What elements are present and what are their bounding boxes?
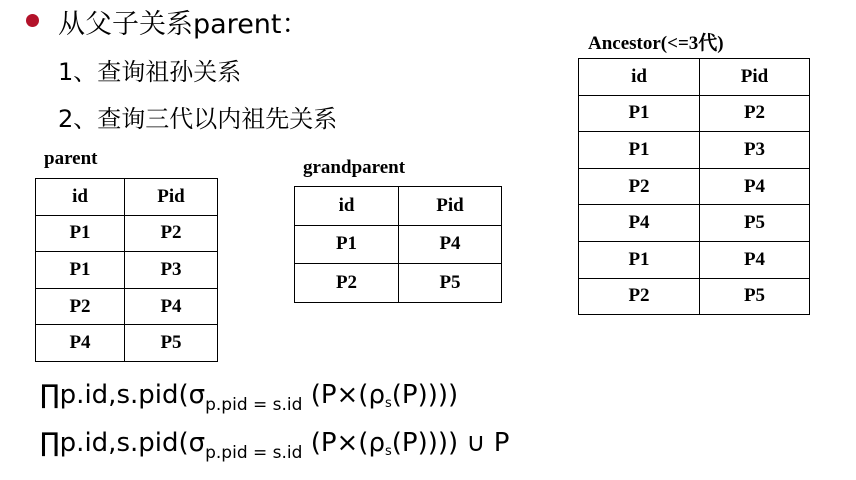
table-row <box>36 215 218 252</box>
table-row <box>579 278 810 315</box>
table-cell: P3 <box>125 252 218 289</box>
table-header-row <box>36 179 218 216</box>
table-cell: P5 <box>125 325 218 362</box>
ancestor-table <box>578 58 810 315</box>
sub-item-1: 1、查询祖孙关系 <box>58 58 242 86</box>
table-cell: P3 <box>700 132 810 169</box>
table-cell: P2 <box>125 215 218 252</box>
table-cell: P2 <box>36 288 125 325</box>
header-cell: id <box>36 179 125 216</box>
table-cell: P4 <box>700 241 810 278</box>
table-cell: P1 <box>579 132 700 169</box>
table-cell: P4 <box>700 168 810 205</box>
table-cell: P4 <box>579 205 700 242</box>
header-cell: Pid <box>700 59 810 96</box>
table-cell: P2 <box>700 95 810 132</box>
table-row <box>579 168 810 205</box>
formula-rho-subscript: s <box>384 396 392 411</box>
formula-middle: (P×(ρ <box>302 428 385 458</box>
formula-ancestor <box>40 428 510 463</box>
header-cell: Pid <box>125 179 218 216</box>
formula-rho-subscript: s <box>384 444 392 459</box>
table-cell: P4 <box>125 288 218 325</box>
table-row <box>295 225 502 264</box>
table-row <box>36 288 218 325</box>
header-cell: id <box>579 59 700 96</box>
table-cell: P4 <box>399 225 502 264</box>
formula-suffix: (P)))) <box>391 380 459 410</box>
formula-suffix: (P)))) ∪ P <box>391 428 510 458</box>
header-cell: Pid <box>399 187 502 226</box>
table-cell: P1 <box>36 252 125 289</box>
grandparent-table <box>294 186 502 303</box>
table-row <box>579 205 810 242</box>
ancestor-table-caption: Ancestor(<=3代) <box>588 33 724 54</box>
formula-grandparent <box>40 380 459 415</box>
table-cell: P5 <box>700 205 810 242</box>
formula-middle: (P×(ρ <box>302 380 385 410</box>
table-cell: P1 <box>295 225 399 264</box>
table-row <box>36 252 218 289</box>
table-cell: P2 <box>579 168 700 205</box>
table-header-row <box>295 187 502 226</box>
table-cell: P5 <box>399 264 502 303</box>
formula-selection-subscript: p.pid = s.id <box>205 395 303 415</box>
table-cell: P1 <box>36 215 125 252</box>
header-cell: id <box>295 187 399 226</box>
bullet-dot-icon <box>26 14 39 27</box>
table-cell: P1 <box>579 95 700 132</box>
table-header-row <box>579 59 810 96</box>
table-cell: P5 <box>700 278 810 315</box>
parent-table <box>35 178 218 362</box>
table-cell: P2 <box>579 278 700 315</box>
table-row <box>295 264 502 303</box>
table-row <box>579 132 810 169</box>
table-row <box>36 325 218 362</box>
table-row <box>579 95 810 132</box>
table-row <box>579 241 810 278</box>
table-cell: P1 <box>579 241 700 278</box>
formula-prefix: ∏p.id,s.pid(σ <box>40 428 206 458</box>
table-cell: P2 <box>295 264 399 303</box>
formula-prefix: ∏p.id,s.pid(σ <box>40 380 206 410</box>
parent-table-caption: parent <box>44 148 98 169</box>
sub-item-2: 2、查询三代以内祖先关系 <box>58 105 338 133</box>
table-cell: P4 <box>36 325 125 362</box>
grandparent-table-caption: grandparent <box>303 157 406 178</box>
formula-selection-subscript: p.pid = s.id <box>205 443 303 463</box>
slide-heading: 从父子关系parent： <box>58 9 309 40</box>
